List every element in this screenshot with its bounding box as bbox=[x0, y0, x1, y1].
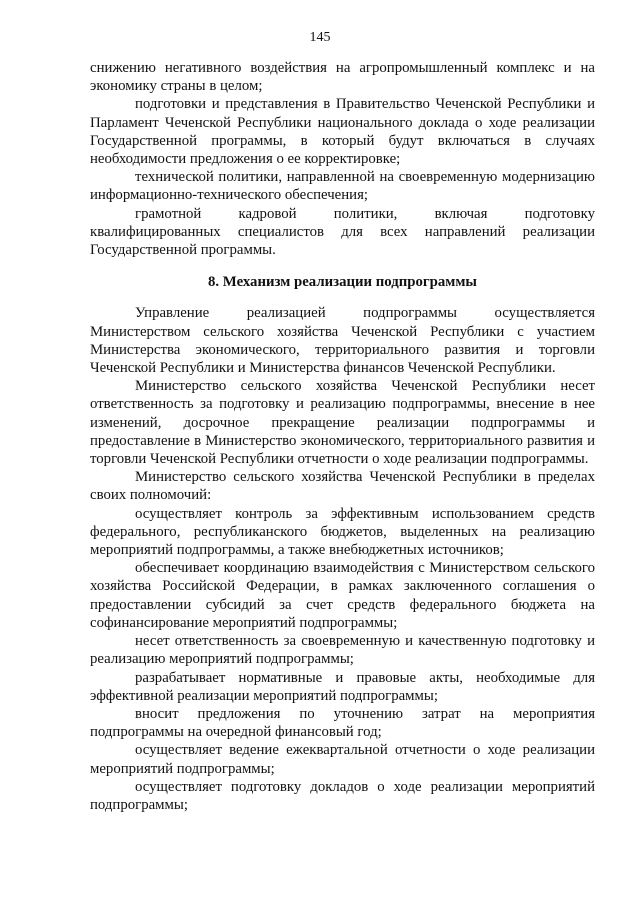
section-heading: 8. Механизм реализации подпрограммы bbox=[208, 274, 477, 291]
list-item: разрабатывает нормативные и правовые акты, необходимые для эффективной реализации мероприятий подпрограммы; bbox=[90, 669, 595, 704]
paragraph-continuation: снижению негативного воздействия на агропромышленный комплекс и на экономику страны в целом; bbox=[90, 60, 595, 95]
paragraph: подготовки и представления в Правительство Чеченской Республики и Парламент Чеченской Республики национального доклада о ходе реализации Государственной программы, в который будут включаться в случаях необходимости предложения о ее корректировке; bbox=[90, 96, 595, 168]
page-number: 145 bbox=[309, 30, 331, 45]
list-item: вносит предложения по уточнению затрат на мероприятия подпрограммы на очередной финансовый год; bbox=[90, 705, 595, 741]
list-item: обеспечивает координацию взаимодействия с Министерством сельского хозяйства Российской Федерации, в рамках заключенного соглашения о предоставлении субсидий за счет средств федерального бюджета на софинансирование мероприятий подпрограммы; bbox=[90, 560, 595, 631]
paragraph: грамотной кадровой политики, включая подготовку квалифицированных специалистов для всех направлений реализации Государственной программы. bbox=[90, 205, 595, 259]
paragraph: Управление реализацией подпрограммы осуществляется Министерством сельского хозяйства Чеченской Республики с участием Министерства экономического, территориального развития и торговли Чеченской Республики и Министерства финансов Чеченской Республики. bbox=[90, 305, 595, 377]
list-item: осуществляет подготовку докладов о ходе реализации мероприятий подпрограммы; bbox=[90, 778, 595, 813]
paragraph: Министерство сельского хозяйства Чеченской Республики несет ответственность за подготовку и реализацию подпрограммы, внесение в нее изменений, досрочное прекращение реализации подпрограммы и предоставление в Министерство экономического, территориального развития и торговли Чеченской Республики отчетности о ходе реализации подпрограммы. bbox=[90, 378, 595, 468]
list-item: осуществляет ведение ежеквартальной отчетности о ходе реализации мероприятий подпрограммы; bbox=[90, 742, 595, 777]
page-content bbox=[90, 59, 595, 814]
paragraph: Министерство сельского хозяйства Чеченской Республики в пределах своих полномочий: bbox=[90, 469, 595, 504]
list-item: осуществляет контроль за эффективным использованием средств федерального, республиканского бюджетов, выделенных на реализацию мероприятий подпрограммы, а также внебюджетных источников; bbox=[90, 505, 595, 559]
paragraph: технической политики, направленной на своевременную модернизацию информационно-технического обеспечения; bbox=[90, 169, 595, 204]
list-item: несет ответственность за своевременную и качественную подготовку и реализацию мероприятий подпрограммы; bbox=[90, 633, 595, 668]
